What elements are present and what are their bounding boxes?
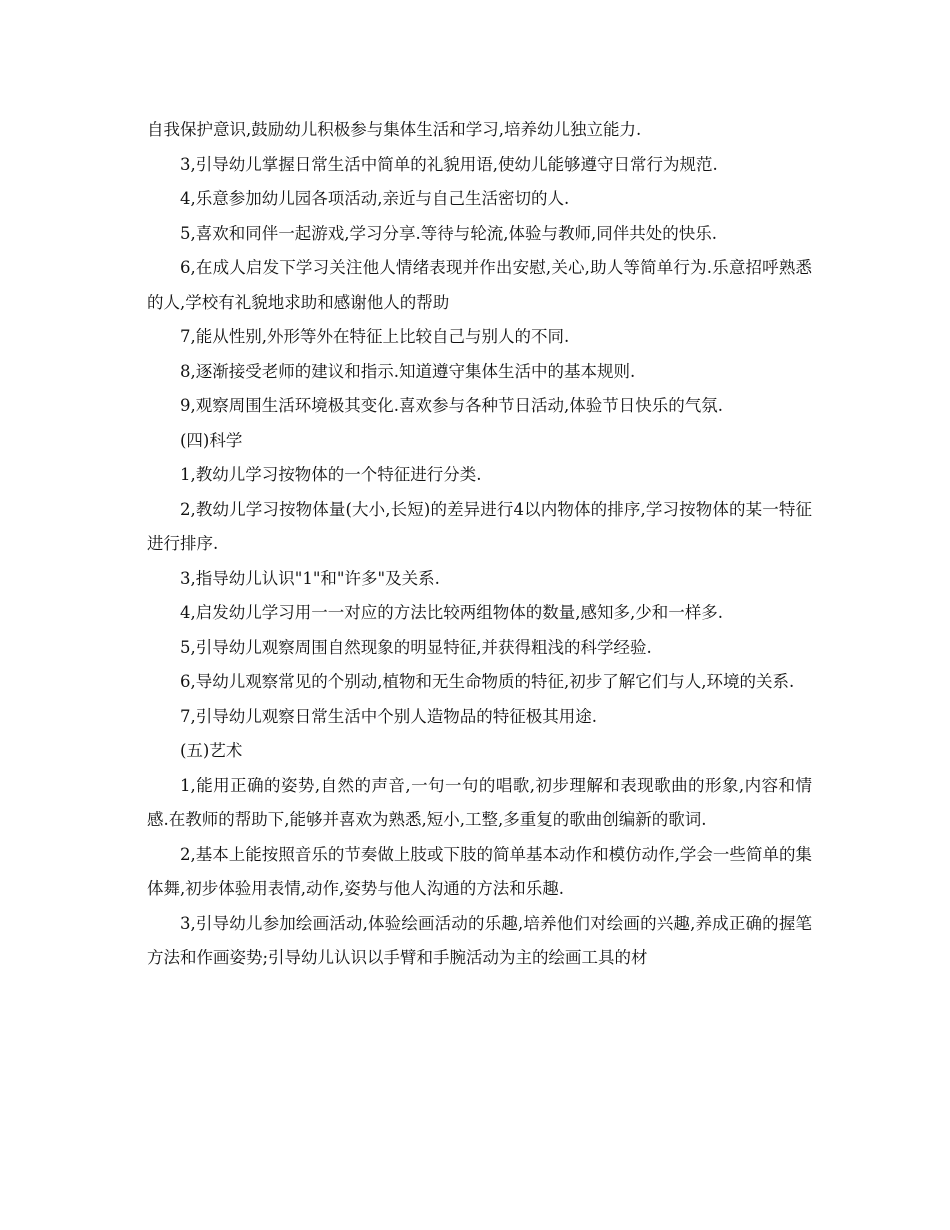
science-item-1: 1,教幼儿学习按物体的一个特征进行分类. [180,465,482,484]
science-item-3: 3,指导幼儿认识"1"和"许多"及关系. [180,568,440,588]
paragraph-item-3: 3,引导幼儿掌握日常生活中简单的礼貌用语,使幼儿能够遵守日常行为规范. [180,154,718,174]
art-item-3: 3,引导幼儿参加绘画活动,体验绘画活动的乐趣,培养他们对绘画的兴趣,养成正确的握笔方法和作画姿势;引导幼儿认识以手臂和手腕活动为主的绘画工具的材 [147,913,812,967]
paragraph-item-6: 6,在成人启发下学习关注他人情绪表现并作出安慰,关心,助人等简单行为.乐意招呼熟悉的人,学校有礼貌地求助和感谢他人的帮助 [147,258,812,312]
art-item-2: 2,基本上能按照音乐的节奏做上肢或下肢的简单基本动作和模仿动作,学会一些简单的集体舞,初步体验用表情,动作,姿势与他人沟通的方法和乐趣. [147,844,812,898]
paragraph-item-5: 5,喜欢和同伴一起游戏,学习分享.等待与轮流,体验与教师,同伴共处的快乐. [180,223,717,243]
document-body [147,113,812,976]
science-item-5: 5,引导幼儿观察周围自然现象的明显特征,并获得粗浅的科学经验. [180,637,652,657]
science-item-7: 7,引导幼儿观察日常生活中个别人造物品的特征极其用途. [180,706,597,726]
section-heading-art: (五)艺术 [180,741,243,760]
paragraph-item-4: 4,乐意参加幼儿园各项活动,亲近与自己生活密切的人. [180,189,570,208]
art-item-1: 1,能用正确的姿势,自然的声音,一句一句的唱歌,初步理解和表现歌曲的形象,内容和情感.在教师的帮助下,能够并喜欢为熟悉,短小,工整,多重复的歌曲创编新的歌词. [147,775,812,829]
science-item-6: 6,导幼儿观察常见的个别动,植物和无生命物质的特征,初步了解它们与人,环境的关系. [180,672,795,691]
paragraph-item-7: 7,能从性别,外形等外在特征上比较自己与别人的不同. [180,327,570,346]
section-heading-science: (四)科学 [180,430,243,450]
science-item-4: 4,启发幼儿学习用一一对应的方法比较两组物体的数量,感知多,少和一样多. [180,603,723,622]
paragraph-item-8: 8,逐渐接受老师的建议和指示.知道遵守集体生活中的基本规则. [180,361,636,381]
paragraph-item-9: 9,观察周围生活环境极其变化.喜欢参与各种节日活动,体验节日快乐的气氛. [180,396,723,415]
science-item-2: 2,教幼儿学习按物体量(大小,长短)的差异进行4以内物体的排序,学习按物体的某一特征进行排序. [147,499,812,553]
paragraph-continuation: 自我保护意识,鼓励幼儿积极参与集体生活和学习,培养幼儿独立能力. [147,120,642,139]
